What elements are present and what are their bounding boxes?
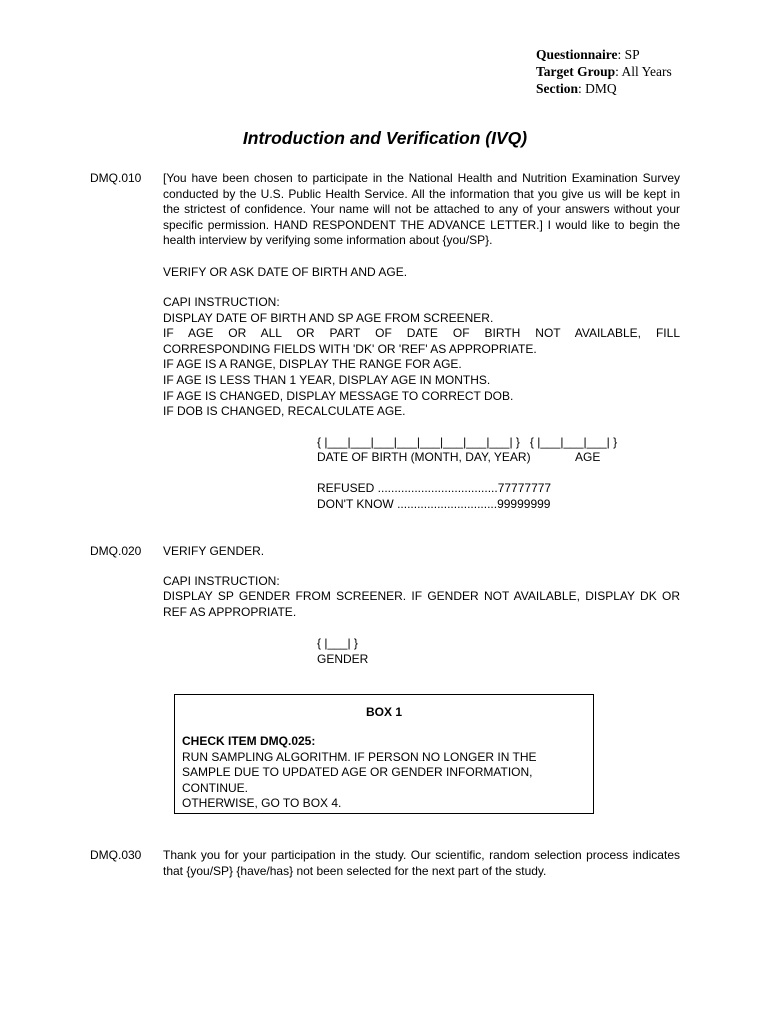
box-line: OTHERWISE, GO TO BOX 4. [182, 796, 342, 811]
capi-line: IF AGE IS CHANGED, DISPLAY MESSAGE TO CORRECT DOB. [163, 388, 514, 403]
question-id-dmq010: DMQ.010 [90, 171, 142, 185]
dmq030-text: Thank you for your participation in the study. Our scientific, random selection process indicates that {you/SP} {have/has} not been selected for the next part of the study. [163, 848, 680, 878]
capi-line: IF DOB IS CHANGED, RECALCULATE AGE. [163, 404, 406, 419]
capi-line: DISPLAY DATE OF BIRTH AND SP AGE FROM SCREENER. [163, 310, 494, 325]
age-label: AGE [575, 450, 601, 464]
check-item-label: CHECK ITEM DMQ.025: [182, 734, 316, 748]
dmq010-capi-instruction [163, 295, 680, 420]
box-1 [174, 694, 594, 814]
questionnaire-line: Questionnaire: SP [536, 47, 640, 62]
dob-age-entry-field: { |___|___|___|___|___|___|___|___| } { |___|___|___| } [317, 435, 618, 449]
section-line: Section: DMQ [536, 81, 617, 96]
box-title: BOX 1 [365, 705, 402, 719]
target-group-line: Target Group: All Years [536, 64, 672, 79]
page-title: Introduction and Verification (IVQ) [242, 128, 528, 148]
box-line: CONTINUE. [182, 780, 248, 795]
capi-line: IF AGE IS LESS THAN 1 YEAR, DISPLAY AGE IN MONTHS. [163, 372, 491, 387]
gender-entry-field: { |___| } [317, 636, 358, 650]
box-body [182, 734, 582, 812]
dmq020-capi-text: DISPLAY SP GENDER FROM SCREENER. IF GENDER NOT AVAILABLE, DISPLAY DK OR REF AS APPROPRIATE. [163, 589, 680, 619]
dmq010-intro: [You have been chosen to participate in the National Health and Nutrition Examination Survey conducted by the U.S. Public Health Service. All the information that you give us will be kept in the strictest of confidence. Your name will not be attached to any of your answers without your specific permission. HAND RESPONDENT THE ADVANCE LETTER.] I would like to begin the health interview by verifying some information about {you/SP}. [163, 171, 680, 248]
document-header [536, 46, 672, 97]
gender-label: GENDER [317, 652, 369, 666]
box-line: SAMPLE DUE TO UPDATED AGE OR GENDER INFORMATION, [182, 765, 533, 780]
capi-line: CORRESPONDING FIELDS WITH 'DK' OR 'REF' AS APPROPRIATE. [163, 341, 537, 356]
question-id-dmq030: DMQ.030 [90, 848, 142, 862]
box-line: RUN SAMPLING ALGORITHM. IF PERSON NO LONGER IN THE [182, 749, 537, 764]
capi-line: IF AGE OR ALL OR PART OF DATE OF BIRTH NOT AVAILABLE, FILL [163, 326, 680, 341]
refused-code: REFUSED ....................................77777777 [317, 481, 552, 495]
question-id-dmq020: DMQ.020 [90, 544, 142, 558]
capi-line: IF AGE IS A RANGE, DISPLAY THE RANGE FOR AGE. [163, 357, 462, 372]
capi-label: CAPI INSTRUCTION: [163, 295, 280, 309]
dmq020-verify: VERIFY GENDER. [163, 544, 265, 558]
dont-know-code: DON'T KNOW ..............................99999999 [317, 497, 551, 511]
dob-label: DATE OF BIRTH (MONTH, DAY, YEAR) [317, 450, 531, 464]
dmq010-verify: VERIFY OR ASK DATE OF BIRTH AND AGE. [163, 265, 408, 279]
dmq020-capi-label: CAPI INSTRUCTION: [163, 574, 280, 588]
